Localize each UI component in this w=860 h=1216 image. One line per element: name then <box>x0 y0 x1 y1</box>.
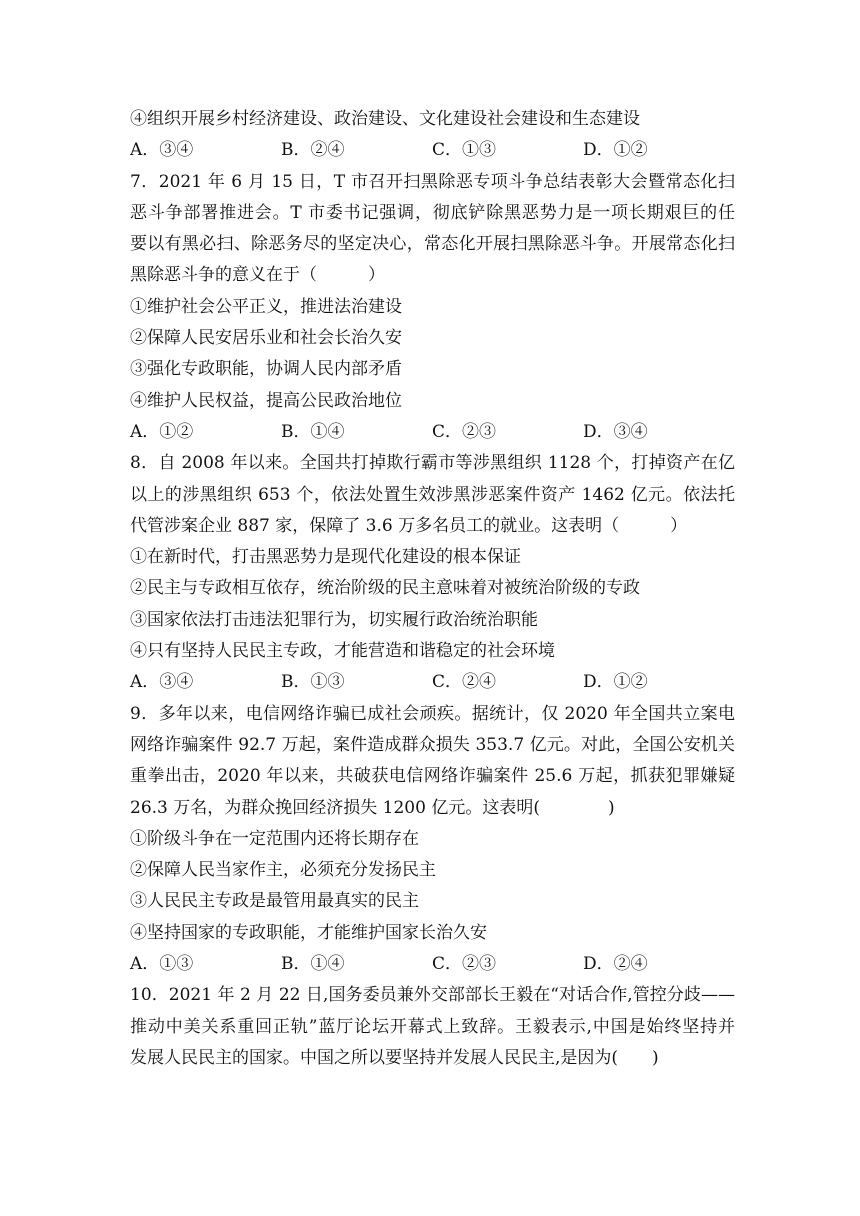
option-c[interactable]: C．②④ <box>432 672 497 693</box>
question-stem-line: 10．2021 年 2 月 22 日,国务委员兼外交部部长王毅在“对话合作,管控分歧—— <box>130 985 735 1006</box>
question-stem-line: 8．自 2008 年以来。全国共打掉欺行霸市等涉黑组织 1128 个，打掉资产在亿 <box>130 453 735 474</box>
question-stem-line: 恶斗争部署推进会。T 市委书记强调，彻底铲除黑恶势力是一项长期艰巨的任 <box>130 202 735 223</box>
statement-item: ④维护人民权益，提高公民政治地位 <box>130 390 402 411</box>
statement-item: ②保障人民当家作主，必须充分发扬民主 <box>130 860 436 881</box>
option-b[interactable]: B．①④ <box>281 954 345 975</box>
option-a[interactable]: A．③④ <box>130 140 194 161</box>
option-b[interactable]: B．②④ <box>281 140 345 161</box>
question-8-options <box>130 667 735 698</box>
question-7-options <box>130 417 735 448</box>
option-b[interactable]: B．①④ <box>281 421 345 442</box>
question-stem-line: 以上的涉黑组织 653 个，依法处置生效涉黑涉恶案件资产 1462 亿元。依法托 <box>130 484 735 505</box>
question-stem-line: 7．2021 年 6 月 15 日，T 市召开扫黑除恶专项斗争总结表彰大会暨常态化扫 <box>130 171 735 192</box>
question-8 <box>130 448 735 698</box>
question-stem-line: 要以有黑必扫、除恶务尽的坚定决心，常态化开展扫黑除恶斗争。开展常态化扫 <box>130 234 735 255</box>
question-stem-line: 黑除恶斗争的意义在于（ ） <box>130 265 385 286</box>
statement-item: ③人民民主专政是最管用最真实的民主 <box>130 891 419 912</box>
statement-item: ②民主与专政相互依存，统治阶级的民主意味着对被统治阶级的专政 <box>130 578 640 599</box>
question-10 <box>130 980 735 1074</box>
statement-item: ③强化专政职能，协调人民内部矛盾 <box>130 359 402 380</box>
question-stem-line: 26.3 万名，为群众挽回经济损失 1200 亿元。这表明( ) <box>130 797 615 818</box>
question-stem-line: 推动中美关系重回正轨”蓝厅论坛开幕式上致辞。王毅表示,中国是始终坚持并 <box>130 1016 735 1037</box>
option-a[interactable]: A．①② <box>130 421 194 442</box>
option-d[interactable]: D．①② <box>583 672 648 693</box>
question-7 <box>130 167 735 449</box>
option-c[interactable]: C．②③ <box>432 421 497 442</box>
statement-item: ②保障人民安居乐业和社会长治久安 <box>130 328 402 349</box>
statement-item: ①在新时代，打击黑恶势力是现代化建设的根本保证 <box>130 547 521 568</box>
statement-item: ③国家依法打击违法犯罪行为，切实履行政治统治职能 <box>130 609 538 630</box>
statement-item: ①维护社会公平正义，推进法治建设 <box>130 296 402 317</box>
option-d[interactable]: D．②④ <box>583 954 648 975</box>
question-stem-line: 代管涉案企业 887 家，保障了 3.6 万多名员工的就业。这表明（ ） <box>130 515 688 536</box>
question-9-options <box>130 949 735 980</box>
question-stem-line: 重拳出击，2020 年以来，共破获电信网络诈骗案件 25.6 万起，抓获犯罪嫌疑 <box>130 766 735 787</box>
option-c[interactable]: C．①③ <box>432 140 497 161</box>
question-stem-line: 发展人民民主的国家。中国之所以要坚持并发展人民民主,是因为( ) <box>130 1047 659 1068</box>
exam-page <box>130 104 735 1074</box>
option-b[interactable]: B．①③ <box>281 672 345 693</box>
question-stem-line: 网络诈骗案件 92.7 万起，案件造成群众损失 353.7 亿元。对此，全国公安机关 <box>130 734 735 755</box>
statement-item: ①阶级斗争在一定范围内还将长期存在 <box>130 828 419 849</box>
option-a[interactable]: A．③④ <box>130 672 194 693</box>
prev-options <box>130 135 735 166</box>
statement-item: ④坚持国家的专政职能，才能维护国家长治久安 <box>130 922 487 943</box>
option-c[interactable]: C．②③ <box>432 954 497 975</box>
statement-item: ④只有坚持人民民主专政，才能营造和谐稳定的社会环境 <box>130 641 555 662</box>
question-9 <box>130 699 735 981</box>
option-d[interactable]: D．①② <box>583 140 648 161</box>
prev-item-4: ④组织开展乡村经济建设、政治建设、文化建设社会建设和生态建设 <box>130 109 640 129</box>
option-a[interactable]: A．①③ <box>130 954 194 975</box>
question-stem-line: 9．多年以来，电信网络诈骗已成社会顽疾。据统计，仅 2020 年全国共立案电 <box>130 703 735 724</box>
option-d[interactable]: D．③④ <box>583 421 648 442</box>
